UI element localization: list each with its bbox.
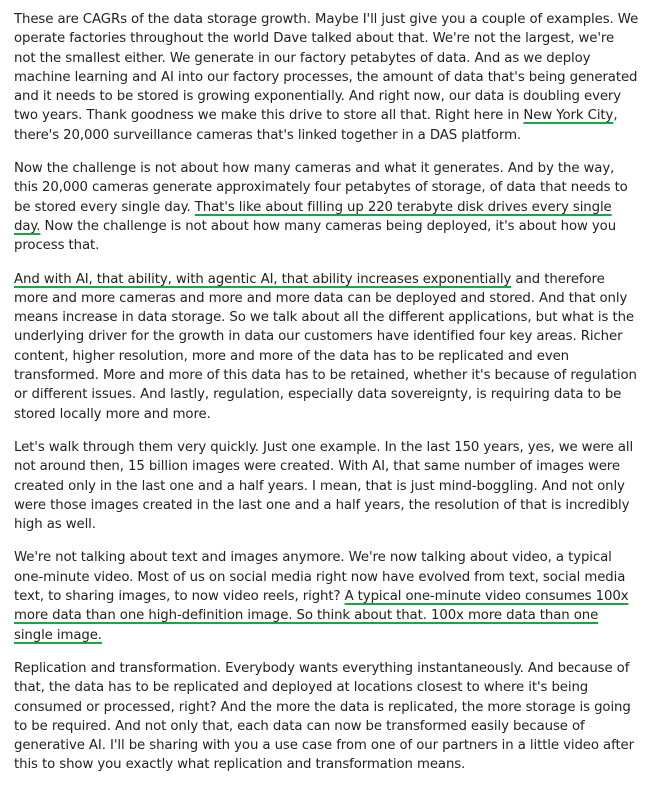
text-run: Now the challenge is not about how many cameras being deployed, it's about how you process that.: [14, 218, 617, 254]
paragraph-5: [14, 548, 639, 644]
text-run: These are CAGRs of the data storage growth. Maybe I'll just give you a couple of examples. We operate factories throughout the world Dave talked about that. We're not the largest, we're not the smallest either. We generate in our factory petabytes of data. And as we deploy machine learning and AI into our factory processes, the amount of data that's being generated and it needs to be stored is growing exponentially. And right now, our data is doubling every two years. Thank goodness we make this drive to store all that. Right here in: [14, 12, 639, 124]
text-run: We're not talking about text and images anymore. We're now talking about video, a typical one-minute video. Most of us on social media right now have evolved from text, social media text, to sharing images, to now video reels, right?: [14, 550, 626, 605]
highlighted-text: And with AI, that ability, with agentic AI, that ability increases exponentially: [14, 271, 512, 287]
paragraph-1: [14, 10, 639, 145]
highlighted-text: A typical one-minute video consumes 100x more data than one high-definition image. So think about that. 100x more data than one single image.: [14, 589, 629, 643]
paragraph-4: [14, 438, 639, 534]
paragraph-2: [14, 159, 639, 255]
highlighted-text: That's like about filling up 220 terabyte disk drives every single day.: [14, 199, 612, 234]
transcript-document: [14, 10, 639, 789]
text-run: and therefore more and more cameras and more and more data can be deployed and stored. And that only means increase in data storage. So we talk about all the different applications, but what is the underlying driver for the growth in data our customers have identified four key areas. Richer content, higher resolution, more and more of the data has to be replicated and even transformed. More and more of this data has to be retained, whether it's because of regulation or different issues. And lastly, regulation, especially data sovereignty, is requiring data to be stored locally more and more.: [14, 271, 637, 422]
paragraph-6: [14, 659, 639, 775]
text-run: Let's walk through them very quickly. Just one example. In the last 150 years, yes, we were all not around then, 15 billion images were created. With AI, that same number of images were created only in the last one and a half years. I mean, that is just mind-boggling. And not only were those images created in the last one and a half years, the resolution of that is incredibly high as well.: [14, 439, 634, 533]
text-run: Now the challenge is not about how many cameras and what it generates. And by the way, this 20,000 cameras generate approximately four petabytes of storage, of data that needs to be stored every single day.: [14, 161, 628, 215]
paragraph-3: [14, 270, 639, 424]
text-run: Replication and transformation. Everybody wants everything instantaneously. And because of that, the data has to be replicated and deployed at locations closest to where it's being consumed or processed, right? And the more the data is replicated, the more storage is going to be required. And not only that, each data can now be transformed easily because of generative AI. I'll be sharing with you a use case from one of our partners in a little video after this to show you exactly what replication and transformation means.: [14, 660, 635, 773]
highlighted-text: New York City: [523, 108, 614, 124]
text-run: , there's 20,000 surveillance cameras that's linked together in a DAS platform.: [14, 108, 618, 143]
